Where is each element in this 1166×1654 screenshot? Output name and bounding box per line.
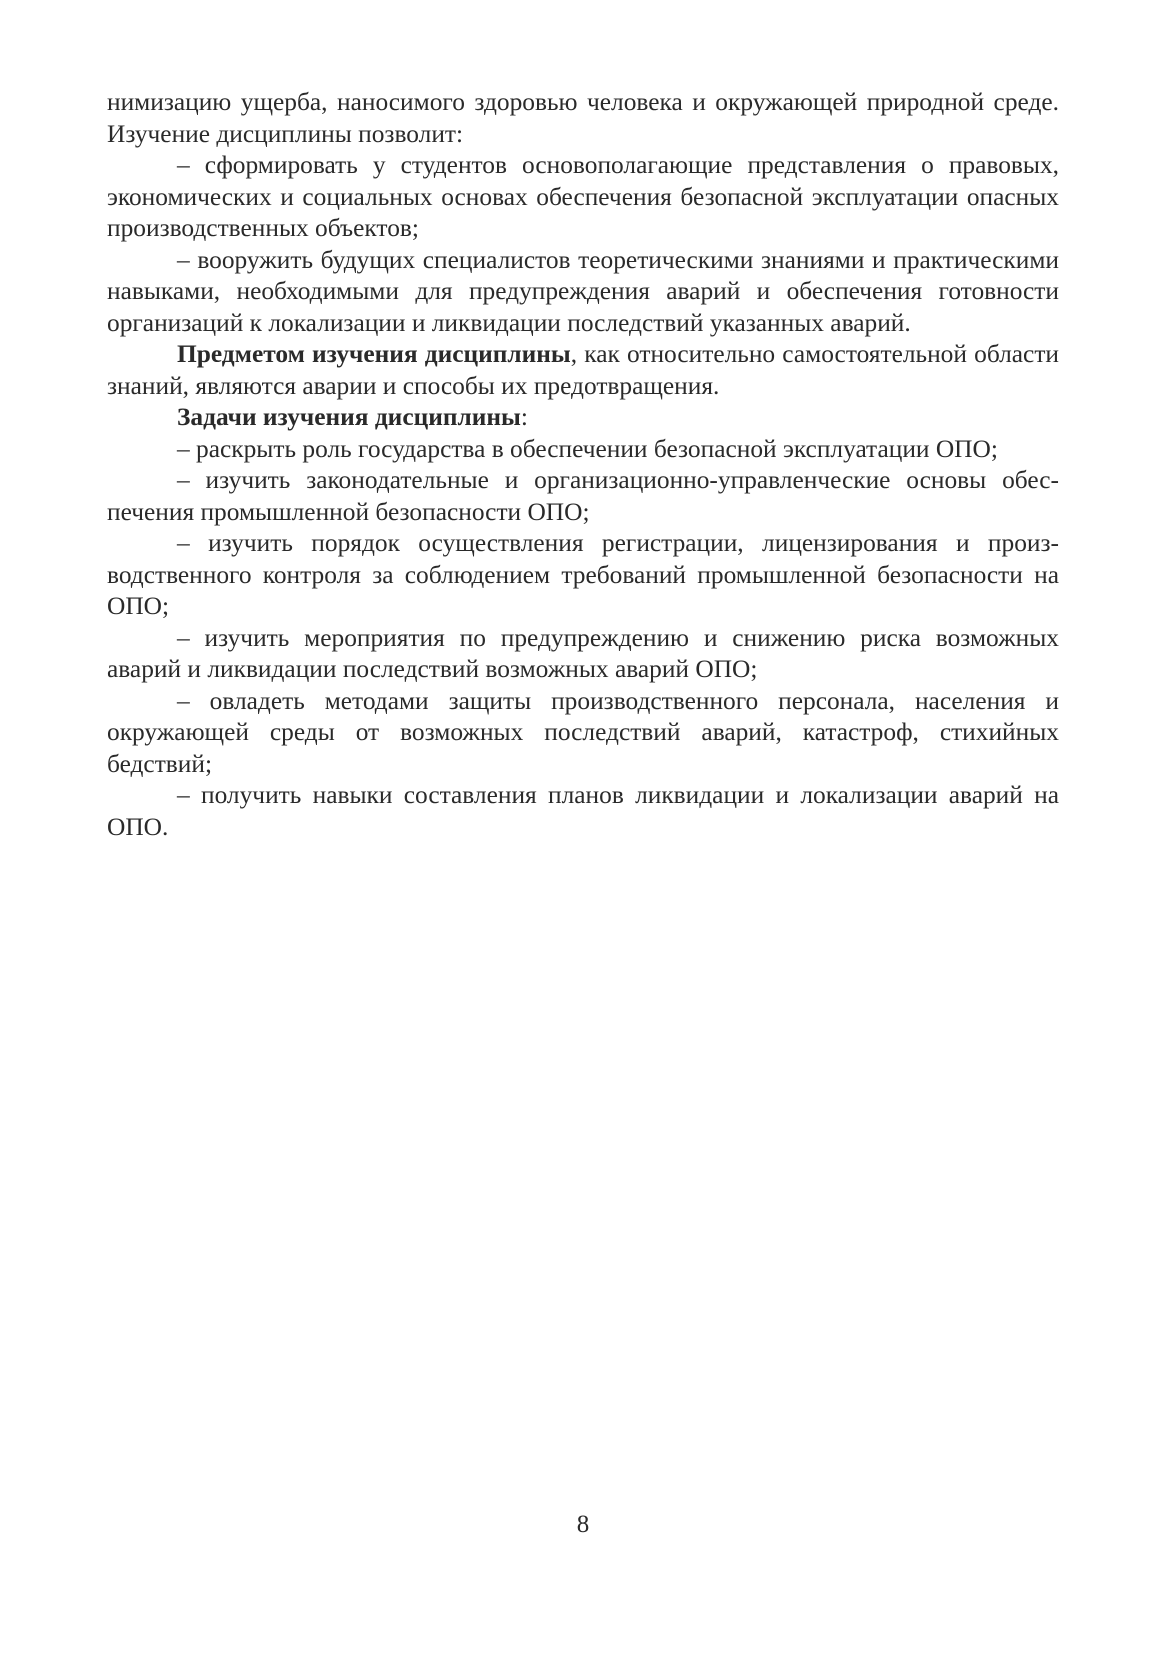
tasks-heading-suffix: :: [520, 403, 528, 431]
page-number: 8: [576, 1511, 590, 1538]
page-body: [107, 87, 1059, 843]
task-item: – овладеть методами защиты производственного персонала, населения и окружающей среды от возможных последствий аварий, катастроф, стихийных бедствий;: [107, 686, 1059, 778]
task-item: – изучить порядок осуществления регистрации, лицензирования и производственного контроля за соблюдением требований промышленной безопасности на ОПО;: [107, 529, 1059, 620]
task-item: – получить навыки составления планов ликвидации и локализации аварий на ОПО.: [107, 781, 1059, 841]
subject-text: , как относительно самостоятельной области знаний, являются аварии и способы их предотвращения.: [107, 340, 1060, 400]
goal-item: – сформировать у студентов основополагающие представления о правовых, экономических и социальных основах обеспечения безопасной эксплуатации опасных производственных объектов;: [107, 151, 1059, 242]
task-item: – изучить законодательные и организационно-управленческие основы обеспечения промышленной безопасности ОПО;: [107, 466, 1059, 526]
tasks-heading-term: Задачи изучения дисциплины: [177, 403, 521, 431]
goal-item: – вооружить будущих специалистов теоретическими знаниями и практическими навыками, необходимыми для предупреждения аварий и обеспечения готовности организаций к локализации и ликвидации последствий указанных аварий.: [107, 245, 1059, 337]
subject-paragraph: [107, 339, 1059, 402]
subject-term: Предметом изучения дисциплины: [177, 340, 571, 368]
intro-paragraph: нимизацию ущерба, наносимого здоровью человека и окружающей природной среде. Изучение дисциплины позволит:: [107, 88, 1059, 148]
task-item: – раскрыть роль государства в обеспечении безопасной эксплуатации ОПО;: [177, 434, 998, 463]
task-item: – изучить мероприятия по предупреждению и снижению риска возможных аварий и ликвидации последствий возможных аварий ОПО;: [107, 623, 1059, 683]
tasks-heading: [107, 402, 1059, 434]
